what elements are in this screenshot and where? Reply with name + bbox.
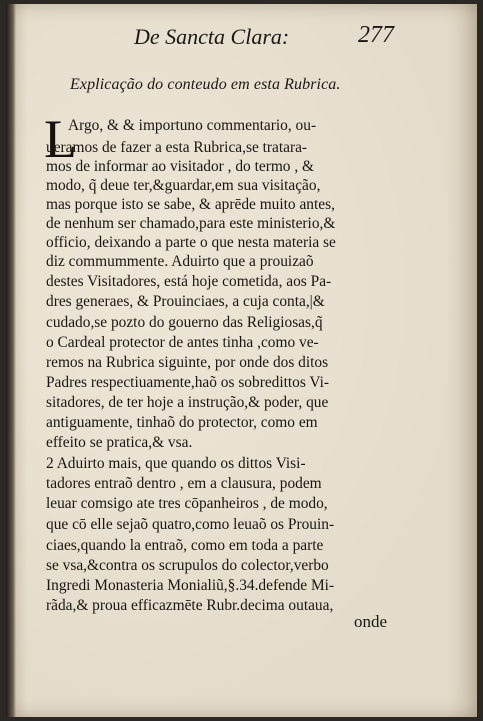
text-line: leuar comsigo ate tres cōpanheiros , de modo, [46, 495, 328, 512]
running-title: De Sancta Clara: [134, 24, 290, 49]
rubric-title: Explicação do conteudo em esta Rubrica. [70, 76, 341, 93]
text-line: 2 Aduirto mais, que quando os dittos Visi- [46, 455, 306, 472]
text-line: tadores entraõ dentro , em a clausura, podem [46, 475, 322, 492]
text-line: sitadores, de ter hoje a instrução,& poder, que [46, 394, 329, 411]
text-line: mas porque isto se sabe, & aprēde muito antes, [46, 196, 335, 213]
text-line: cudado,se pozto do gouerno das Religiosas,q̃ [46, 314, 323, 331]
text-line: antiguamente, tinhaõ do protector, como em [46, 414, 318, 431]
text-line: que cō elle sejaõ quatro,como leuaõ os Prouin- [46, 516, 335, 533]
text-line: de nenhum ser chamado,para este ministerio,& [46, 215, 336, 232]
book-spine-shadow [6, 4, 16, 717]
text-line: ueramos de fazer a esta Rubrica,se tratara- [46, 139, 308, 156]
text-line: diz commummente. Aduirto que a prouizaõ [46, 253, 314, 270]
text-line: remos na Rubrica siguinte, por onde dos ditos [46, 354, 329, 371]
text-line: destes Visitadores, está hoje cometida, aos Pa- [46, 273, 332, 290]
page-number: 277 [358, 22, 394, 48]
text-line: rãda,& proua efficazmēte Rubr.decima outaua, [46, 597, 334, 614]
text-line: dres generaes, & Prouinciaes, a cuja conta,|& [46, 293, 325, 310]
text-line: mos de informar ao visitador , do termo , & [46, 158, 314, 175]
text-line: officio, deixando a parte o que nesta materia se [46, 234, 336, 251]
drop-cap: L [44, 109, 77, 169]
text-line: effeito se pratica,& vsa. [46, 434, 193, 451]
catchword: onde [354, 612, 388, 631]
text-line: Ingredi Monasteria Monialiũ,§.34.defende Mi- [46, 577, 335, 594]
text-line: se vsa,&contra os scrupulos do colector,verbo [46, 557, 329, 574]
text-line: Argo, & & importuno commentario, ou- [68, 117, 317, 134]
text-line: modo, q̃ deue ter,&guardar,em sua visitação, [46, 177, 321, 194]
text-line: Padres respectiuamente,haõ os sobredittos Vi- [46, 374, 330, 391]
book-page [6, 4, 477, 717]
text-line: o Cardeal protector de antes tinha ,como ve- [46, 334, 319, 351]
text-line: ciaes,quando la entraõ, como em toda a parte [46, 537, 324, 554]
